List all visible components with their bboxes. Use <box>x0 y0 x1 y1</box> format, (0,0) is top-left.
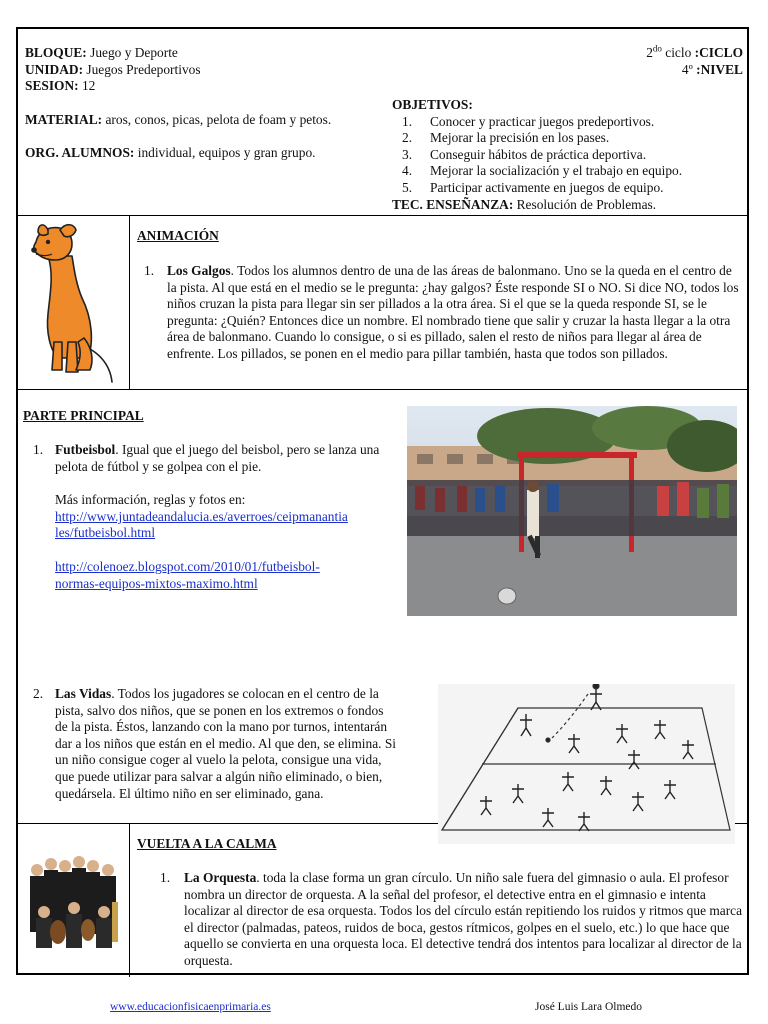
las-vidas-diagram <box>438 684 735 844</box>
objetivo-number: 1. <box>402 113 413 129</box>
objetivos-heading: OBJETIVOS: <box>392 97 473 112</box>
greyhound-dog-image <box>28 222 124 384</box>
objetivo-text: Mejorar la socialización y el trabajo en equipo. <box>430 163 683 179</box>
calma-title: VUELTA A LA CALMA <box>137 836 277 851</box>
objetivo-text: Conseguir hábitos de práctica deportiva. <box>430 146 647 162</box>
objetivo-text: Conocer y practicar juegos predeportivos. <box>430 113 655 129</box>
animacion-section <box>18 216 747 390</box>
header-section <box>18 29 747 216</box>
objetivos-block <box>392 97 748 213</box>
session-sheet <box>16 27 749 975</box>
link-juntadeandalucia[interactable]: http://www.juntadeandalucia.es/averroes/ceipmanantia les/futbeisbol.html <box>55 508 348 541</box>
header-right <box>646 45 743 78</box>
objetivo-item <box>392 114 748 131</box>
futbeisbol-item: 1. Futbeisbol. Igual que el juego del beisbol, pero se lanza una pelota de fútbol y se golpea con el pie. Más información, reglas y fotos en: http://www.juntadeandalucia.es/averroes/ceipmanantia les/futbeisbol.html http://colenoez.blogspot.com/2010/01/futbeisbol- normas-equipos-mixtos-maximo.html <box>23 442 398 592</box>
mas-informacion: Más información, reglas y fotos en: <box>55 492 246 508</box>
las-vidas-item: 2. Las Vidas. Todos los jugadores se colocan en el centro de la pista, salvo dos niños, que se ponen en los extremos o fondos de la pista. Éstos, lanzando con la mano por turnos, intentarán dar a los niños que están en el medio. Al que den, se elimina. Si un niño consigue coger al vuelo la pelota, consigue una vida, que puede utilizar para salvar a algún niño eliminado, o bien, quedársela. El último niño en ser eliminado, gana. <box>33 686 397 801</box>
objetivo-item <box>392 163 748 180</box>
org-alumnos-line: ORG. ALUMNOS: individual, equipos y gran grupo. <box>25 145 316 161</box>
animacion-item: 1. Los Galgos. Todos los alumnos dentro de una de las áreas de balonmano. Uno se la queda en el centro de la pista. Al que está en el medio se le pregunta: ¿hay galgos? Éste responde SI o NO. Si dice NO, todos los niños cruzan la pista para llegar sin ser pillados a la otra área. Si el que se la queda responde SI, se le pregunta: ¿Quién? Entonces dice un nombre. El nombrado tiene que salir y cruzar la hasta llegar a la otra área de balonmano. Cuando lo consigue, o si es pillado, salen el resto de niños para llegar al área de enfrente. Los pillados, se ponen en el medio para pillar también, hasta que todos son pillados. <box>144 263 739 361</box>
objetivo-number: 3. <box>402 146 413 162</box>
unidad-line: UNIDAD: Juegos Predeportivos <box>25 61 201 77</box>
objetivos-list <box>392 114 748 197</box>
objetivo-item <box>392 147 748 164</box>
footer-website[interactable]: www.educacionfisicaenprimaria.es <box>110 1001 271 1013</box>
objetivo-item <box>392 130 748 147</box>
orchestra-photo <box>28 842 120 954</box>
futbeisbol-photo <box>407 406 737 616</box>
footer-author: José Luis Lara Olmedo <box>535 1001 642 1013</box>
objetivo-text: Participar activamente en juegos de equipo. <box>430 179 664 195</box>
objetivo-number: 4. <box>402 163 413 179</box>
la-orquesta-item: 1. La Orquesta. toda la clase forma un gran círculo. Un niño sale fuera del gimnasio o aula. El profesor nombra un director de orquesta. A la señal del profesor, el detective entra en el gimnasio e intenta localizar al director de esa orquesta. Todos los del círculo están repitiendo los ruidos y ritmos que marca el director (palmadas, pateos, ruidos de boca, gestos rítmicos, golpes en el suelo, etc.) lo que hace que aquello se convierta en una orquesta loca. El detective tendrá dos intentos para localizar al director de la orquesta. <box>160 870 743 968</box>
objetivo-text: Mejorar la precisión en los pases. <box>430 130 610 146</box>
ciclo-line: $2^{do}$ ciclo :CICLO <box>646 43 743 60</box>
objetivo-item <box>392 180 748 197</box>
nivel-line: 4º :NIVEL <box>681 61 743 77</box>
bloque-line: BLOQUE: Juego y Deporte <box>25 45 178 60</box>
material-line: MATERIAL: aros, conos, picas, pelota de foam y petos. <box>25 111 332 127</box>
animacion-title: ANIMACIÓN <box>137 228 219 243</box>
link-colenoez[interactable]: http://colenoez.blogspot.com/2010/01/futbeisbol- normas-equipos-mixtos-maximo.html <box>55 558 320 591</box>
sesion-line: SESION: 12 <box>25 78 96 94</box>
tec-ensenanza-line: TEC. ENSEÑANZA: Resolución de Problemas. <box>392 196 657 212</box>
parte-principal-section <box>18 390 747 824</box>
header-left <box>25 45 385 162</box>
principal-title: PARTE PRINCIPAL <box>23 408 144 423</box>
objetivo-number: 2. <box>402 130 413 146</box>
vuelta-calma-section <box>18 824 747 977</box>
objetivo-number: 5. <box>402 179 413 195</box>
